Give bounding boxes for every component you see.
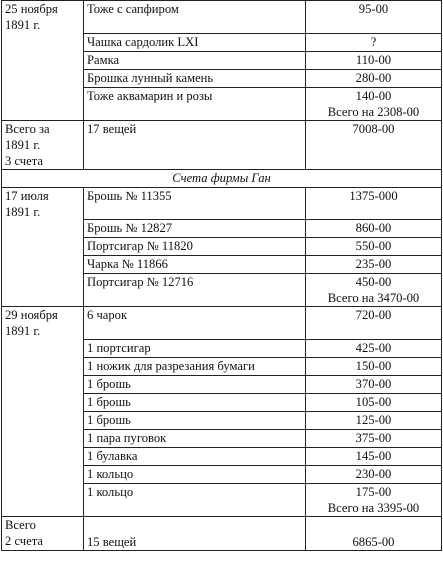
- table-row: [2, 357, 442, 375]
- table-row: [2, 447, 442, 465]
- date-cell: [2, 429, 84, 447]
- date-cell: [2, 411, 84, 429]
- summary-amount: 6865-00: [306, 516, 442, 550]
- amount-cell: [306, 51, 442, 69]
- amount-value: 125-00: [355, 412, 392, 427]
- date-cell: [2, 220, 84, 238]
- amount-cell: [306, 307, 442, 340]
- section-title: Счета фирмы Ган: [2, 169, 442, 187]
- date-cell: [2, 256, 84, 274]
- item-cell: 1 кольцо: [84, 483, 306, 516]
- amount-cell: [306, 33, 442, 51]
- table-row: [2, 307, 442, 340]
- table-row: [2, 274, 442, 307]
- table-row: [2, 483, 442, 516]
- summary-amount: 7008-00: [306, 120, 442, 169]
- item-cell: Тоже с сапфиром: [84, 1, 306, 34]
- amount-cell: [306, 187, 442, 220]
- amount-value: 175-00: [355, 484, 392, 499]
- item-cell: 1 брошь: [84, 375, 306, 393]
- item-cell: 1 брошь: [84, 393, 306, 411]
- subtotal-text: Всего на 3395-00: [327, 500, 420, 515]
- amount-cell: [306, 87, 442, 120]
- amount-value: 370-00: [355, 376, 392, 391]
- amount-cell: [306, 483, 442, 516]
- amount-cell: [306, 1, 442, 34]
- summary-label: Всего за 1891 г. 3 счета: [2, 120, 84, 169]
- summary-label: Всего 2 счета: [2, 516, 84, 550]
- section-row: [2, 169, 442, 187]
- amount-value: 375-00: [355, 430, 392, 445]
- table-row: [2, 33, 442, 51]
- amount-cell: [306, 411, 442, 429]
- item-cell: Портсигар № 12716: [84, 274, 306, 307]
- subtotal-text: Всего на 2308-00: [327, 104, 420, 119]
- amount-value: 720-00: [355, 308, 392, 322]
- date-cell: [2, 393, 84, 411]
- date-cell: [2, 447, 84, 465]
- amount-cell: [306, 339, 442, 357]
- amount-cell: [306, 357, 442, 375]
- date-cell: [2, 465, 84, 483]
- item-cell: 1 кольцо: [84, 465, 306, 483]
- date-cell: 29 ноября 1891 г.: [2, 307, 84, 340]
- item-cell: Тоже аквамарин и розы: [84, 87, 306, 120]
- amount-value: 95-00: [358, 2, 389, 16]
- amount-cell: [306, 465, 442, 483]
- date-cell: [2, 483, 84, 516]
- amount-cell: [306, 220, 442, 238]
- item-cell: 1 брошь: [84, 411, 306, 429]
- table-row: [2, 51, 442, 69]
- item-cell: Чарка № 11866: [84, 256, 306, 274]
- amount-value: 235-00: [355, 257, 392, 271]
- accounts-table: [1, 0, 442, 551]
- amount-value: 145-00: [355, 448, 392, 463]
- item-cell: Портсигар № 11820: [84, 238, 306, 256]
- table-row: [2, 465, 442, 483]
- item-cell: Брошка лунный камень: [84, 69, 306, 87]
- item-cell: Брошь № 11355: [84, 187, 306, 220]
- date-cell: [2, 33, 84, 51]
- amount-cell: [306, 256, 442, 274]
- item-cell: Чашка сардолик LXI: [84, 33, 306, 51]
- amount-value: 280-00: [355, 70, 392, 85]
- item-cell: 1 булавка: [84, 447, 306, 465]
- amount-value: ?: [370, 34, 377, 49]
- table-row: [2, 220, 442, 238]
- amount-value: 1375-000: [349, 188, 398, 203]
- date-cell: [2, 339, 84, 357]
- subtotal-text: Всего на 3470-00: [327, 291, 420, 305]
- table-row: [2, 256, 442, 274]
- table-row: [2, 187, 442, 220]
- table-row: [2, 429, 442, 447]
- amount-value: 110-00: [355, 52, 392, 67]
- item-cell: 1 пара пуговок: [84, 429, 306, 447]
- amount-cell: [306, 238, 442, 256]
- table-row: [2, 375, 442, 393]
- item-cell: 1 ножик для разрезания бумаги: [84, 357, 306, 375]
- amount-value: 550-00: [355, 239, 392, 253]
- date-cell: [2, 375, 84, 393]
- date-cell: 17 июля 1891 г.: [2, 187, 84, 220]
- amount-cell: [306, 375, 442, 393]
- amount-value: 105-00: [355, 394, 392, 409]
- date-cell: 25 ноября 1891 г.: [2, 1, 84, 34]
- amount-value: 450-00: [355, 275, 392, 289]
- amount-cell: [306, 69, 442, 87]
- amount-cell: [306, 447, 442, 465]
- summary-count: 17 вещей: [84, 120, 306, 169]
- amount-value: 860-00: [355, 221, 392, 235]
- table-row: [2, 1, 442, 34]
- table-row: [2, 238, 442, 256]
- amount-value: 140-00: [355, 88, 392, 103]
- table-row: [2, 87, 442, 120]
- date-cell: [2, 357, 84, 375]
- table-row: [2, 411, 442, 429]
- amount-value: 150-00: [355, 358, 392, 373]
- summary-row: [2, 120, 442, 169]
- date-cell: [2, 51, 84, 69]
- item-cell: 1 портсигар: [84, 339, 306, 357]
- table-row: [2, 393, 442, 411]
- date-cell: [2, 274, 84, 307]
- amount-cell: [306, 429, 442, 447]
- date-cell: [2, 69, 84, 87]
- item-cell: 6 чарок: [84, 307, 306, 340]
- amount-value: 425-00: [355, 340, 392, 355]
- summary-row: [2, 516, 442, 550]
- table-row: [2, 339, 442, 357]
- date-cell: [2, 87, 84, 120]
- summary-count: 15 вещей: [84, 516, 306, 550]
- amount-value: 230-00: [355, 466, 392, 481]
- date-cell: [2, 238, 84, 256]
- item-cell: Брошь № 12827: [84, 220, 306, 238]
- amount-cell: [306, 393, 442, 411]
- amount-cell: [306, 274, 442, 307]
- table-row: [2, 69, 442, 87]
- item-cell: Рамка: [84, 51, 306, 69]
